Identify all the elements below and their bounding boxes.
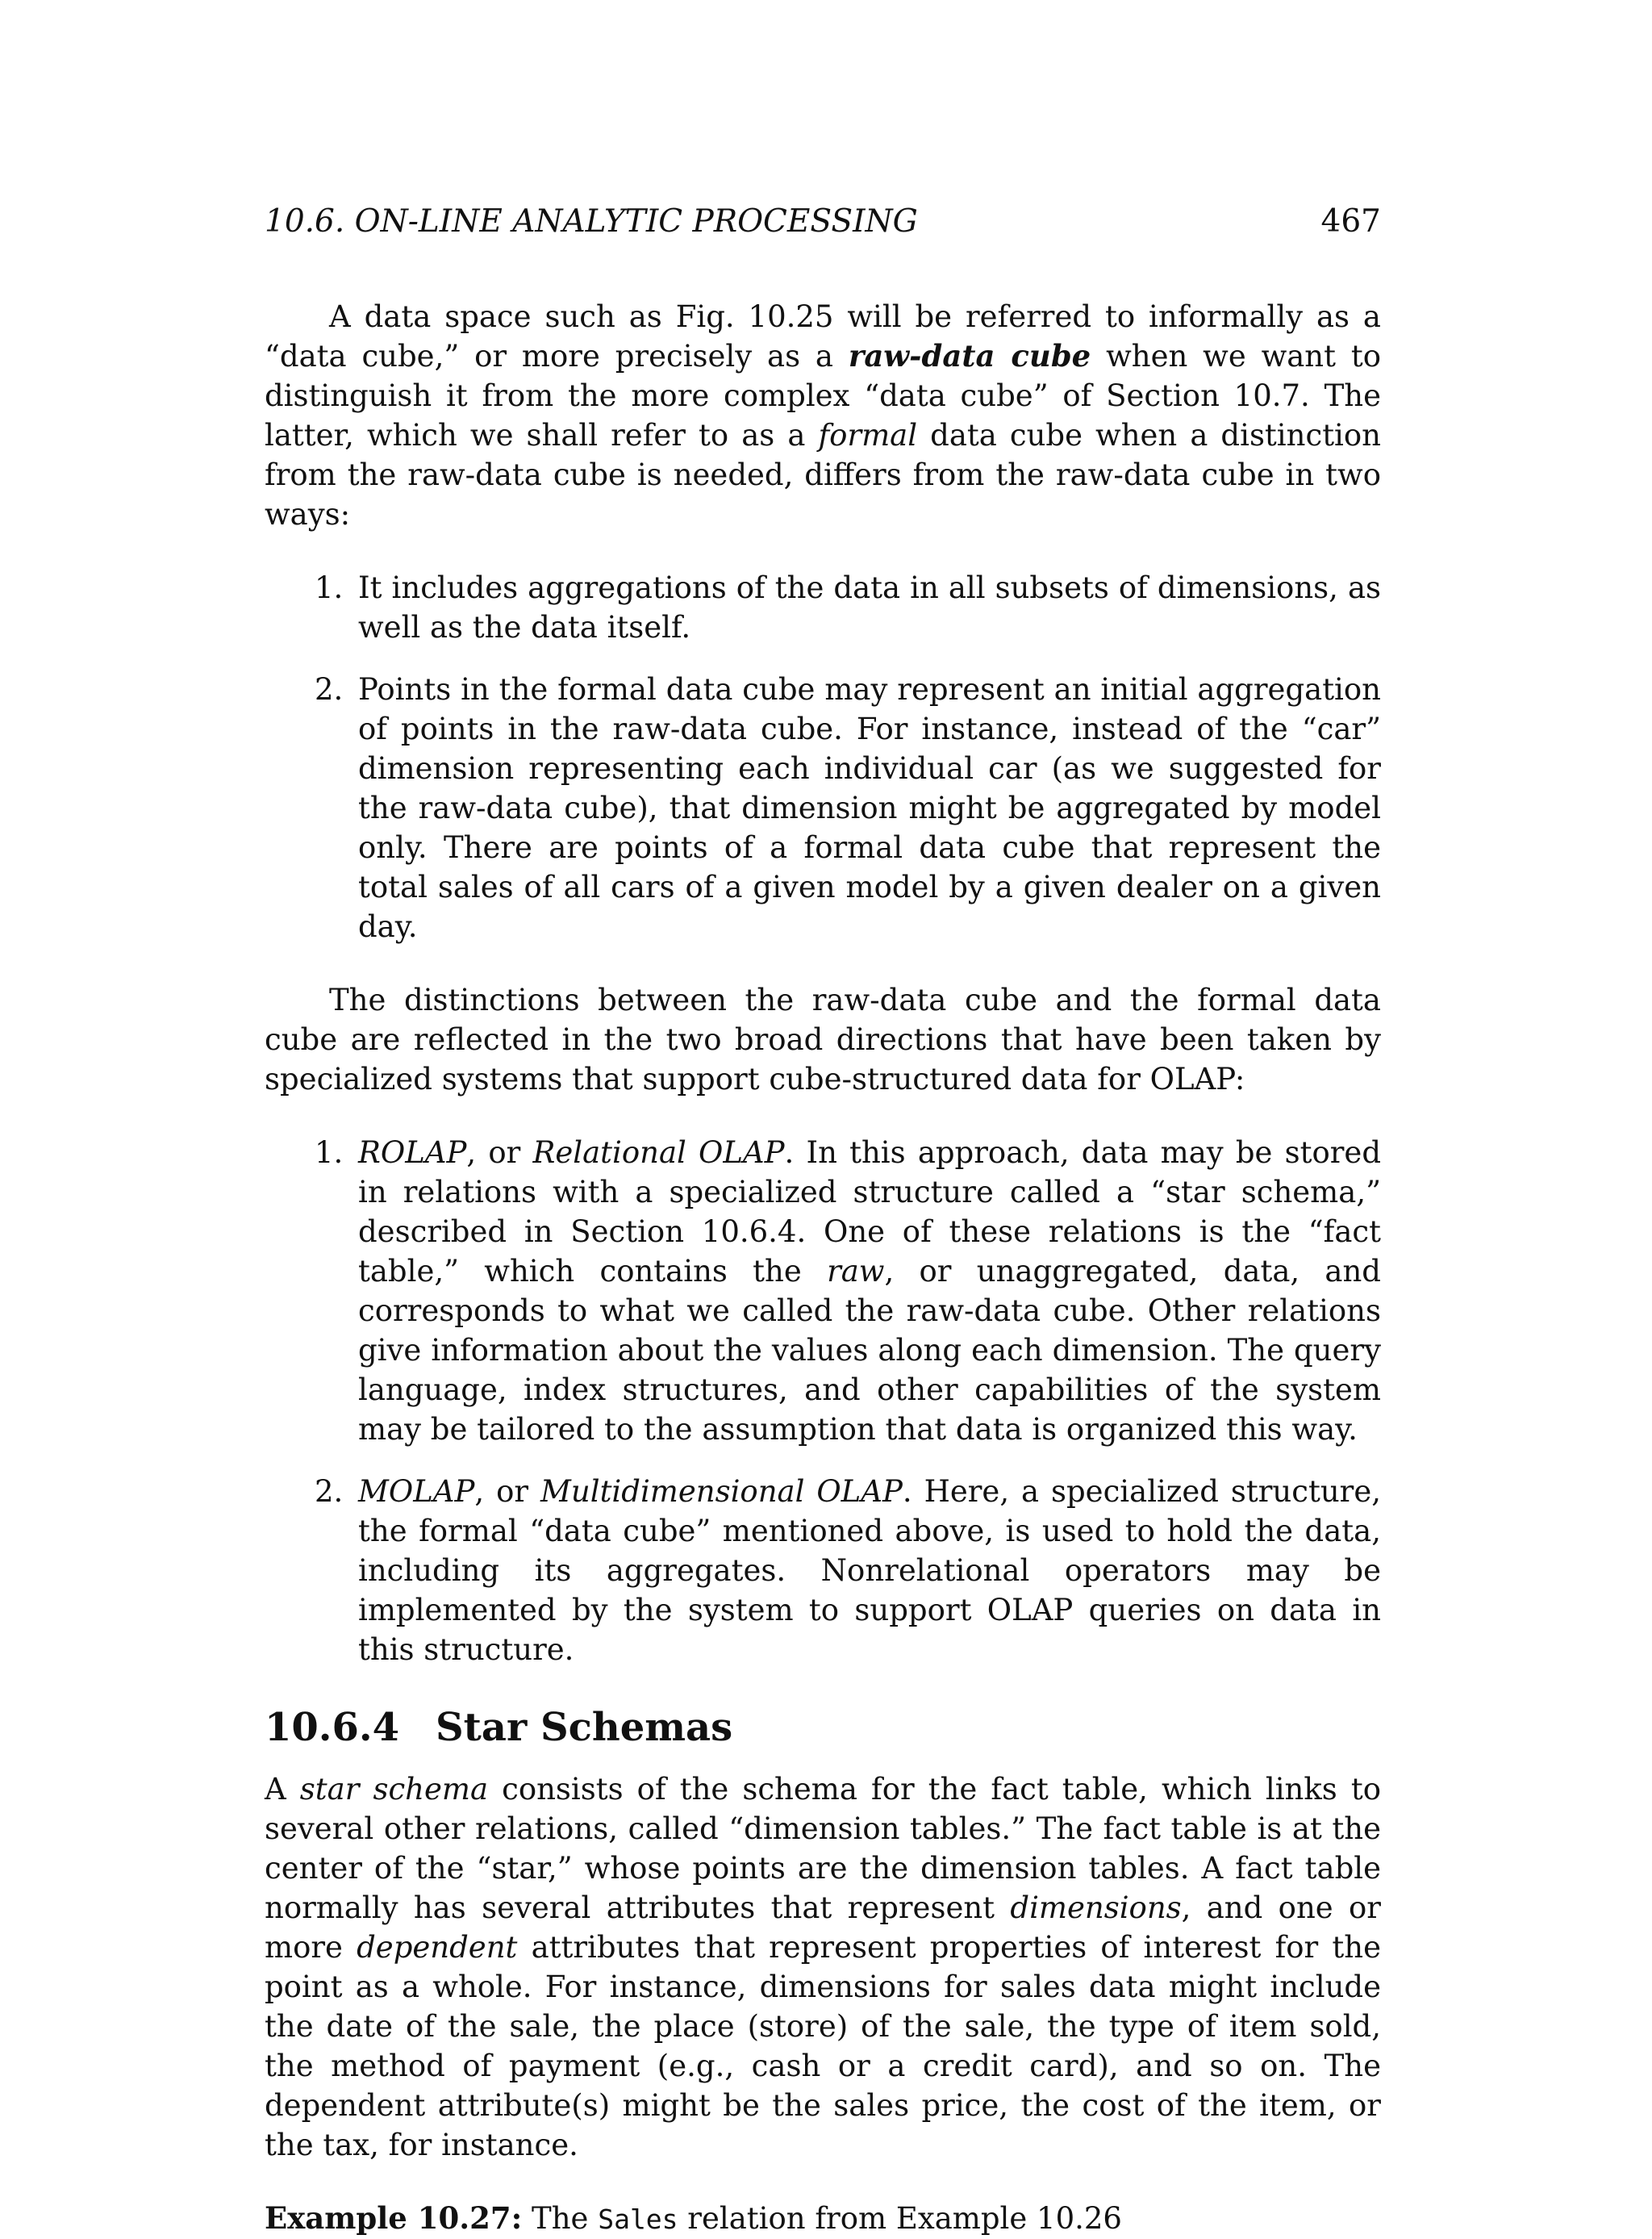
- running-title: 10.6. ON-LINE ANALYTIC PROCESSING: [265, 203, 918, 240]
- intro-paragraph: [265, 297, 1381, 534]
- term-molap: MOLAP: [358, 1474, 475, 1509]
- list-item-text: It includes aggregations of the data in all subsets of dimensions, as well as the data itself.: [358, 570, 1381, 645]
- distinctions-paragraph: The distinctions between the raw-data cube and the formal data cube are reflected in the two broad directions that have been taken by specialized systems that support cube-structured data for OLAP:: [265, 983, 1381, 1097]
- term-raw: raw: [827, 1254, 885, 1289]
- term-star-schema: star schema: [299, 1772, 489, 1807]
- star-text-1: A: [265, 1772, 300, 1807]
- list-item-molap: [265, 1472, 1381, 1669]
- term-relational-olap: Relational OLAP: [532, 1135, 785, 1170]
- example-text-1: The: [522, 2201, 599, 2236]
- term-dimensions: dimensions: [1010, 1890, 1182, 1925]
- list-number: 1.: [315, 570, 344, 605]
- star-text-2: consists of the schema for the fact table, which links to several other relations, called “dimension tables.” The fact table is at the center of the “star,” whose points are the dimension tables. A fact table normally has several attributes that represent: [265, 1772, 1381, 1925]
- list-item: [265, 670, 1381, 946]
- ways-list: [265, 568, 1381, 946]
- star-text-4: attributes that represent properties of interest for the point as a whole. For instance, dimensions for sales data might include the date of the sale, the place (store) of the sale, the type of item sold, the method of payment (e.g., cash or a credit card), and so on. The dependent attribute(s) might be the sales price, the cost of the item, or the tax, for instance.: [265, 1930, 1381, 2162]
- section-heading: [265, 1703, 1381, 1752]
- rolap-text-2: , or unaggregated, data, and corresponds to what we called the raw-data cube. Other relations give information about the values along each dimension. The query language, index structures, and other capabilities of the system may be tailored to the assumption that data is organized this way.: [358, 1254, 1381, 1447]
- section-title: Star Schemas: [436, 1705, 733, 1750]
- list-item: [265, 568, 1381, 647]
- intro-text-1: A data space such as Fig. 10.25 will be referred to informally as a “data cube,” or more precisely as a: [265, 299, 1381, 374]
- intro-text-2: when we want to distinguish it from the more complex “data cube” of Section 10.7. The latter, which we shall refer to as a: [265, 339, 1382, 453]
- term-rolap: ROLAP: [358, 1135, 467, 1170]
- list-number: 2.: [315, 1474, 344, 1509]
- section-number: 10.6.4: [265, 1705, 400, 1750]
- example-text-2: relation from Example 10.26: [678, 2201, 1122, 2236]
- page-body: [265, 297, 1381, 2239]
- intro-text-3: data cube when a distinction from the raw-data cube is needed, differs from the raw-data cube in two ways:: [265, 418, 1381, 532]
- term-multidimensional-olap: Multidimensional OLAP: [540, 1474, 903, 1509]
- star-schema-paragraph: [265, 1769, 1381, 2165]
- term-formal: formal: [818, 418, 918, 453]
- rolap-text-1: . In this approach, data may be stored in relations with a specialized structure called a “star schema,” described in Section 10.6.4. One of these relations is the “fact table,” which contains the: [358, 1135, 1381, 1289]
- term-dependent: dependent: [357, 1930, 518, 1965]
- code-sales: Sales: [598, 2203, 678, 2235]
- connector-text: , or: [466, 1135, 533, 1170]
- approaches-list: [265, 1133, 1381, 1669]
- term-raw-data-cube: raw-data cube: [848, 338, 1091, 374]
- connector-text: , or: [474, 1474, 541, 1509]
- page-number: 467: [1320, 203, 1381, 240]
- list-number: 1.: [315, 1135, 344, 1170]
- running-header: [265, 203, 1381, 249]
- list-number: 2.: [315, 672, 344, 707]
- list-item-rolap: [265, 1133, 1381, 1449]
- molap-text-1: . Here, a specialized structure, the formal “data cube” mentioned above, is used to hold the data, including its aggregates. Nonrelational operators may be implemented by the system to support OLAP queries on data in this structure.: [358, 1474, 1382, 1667]
- list-item-text: Points in the formal data cube may represent an initial aggregation of points in the raw-data cube. For instance, instead of the “car” dimension representing each individual car (as we suggested for the raw-data cube), that dimension might be aggregated by model only. There are points of a formal data cube that represent the total sales of all cars of a given model by a given dealer on a given day.: [358, 672, 1381, 944]
- example-line: [265, 2199, 1381, 2239]
- example-label: Example 10.27:: [265, 2200, 523, 2236]
- star-text-3: , and one or more: [265, 1890, 1381, 1965]
